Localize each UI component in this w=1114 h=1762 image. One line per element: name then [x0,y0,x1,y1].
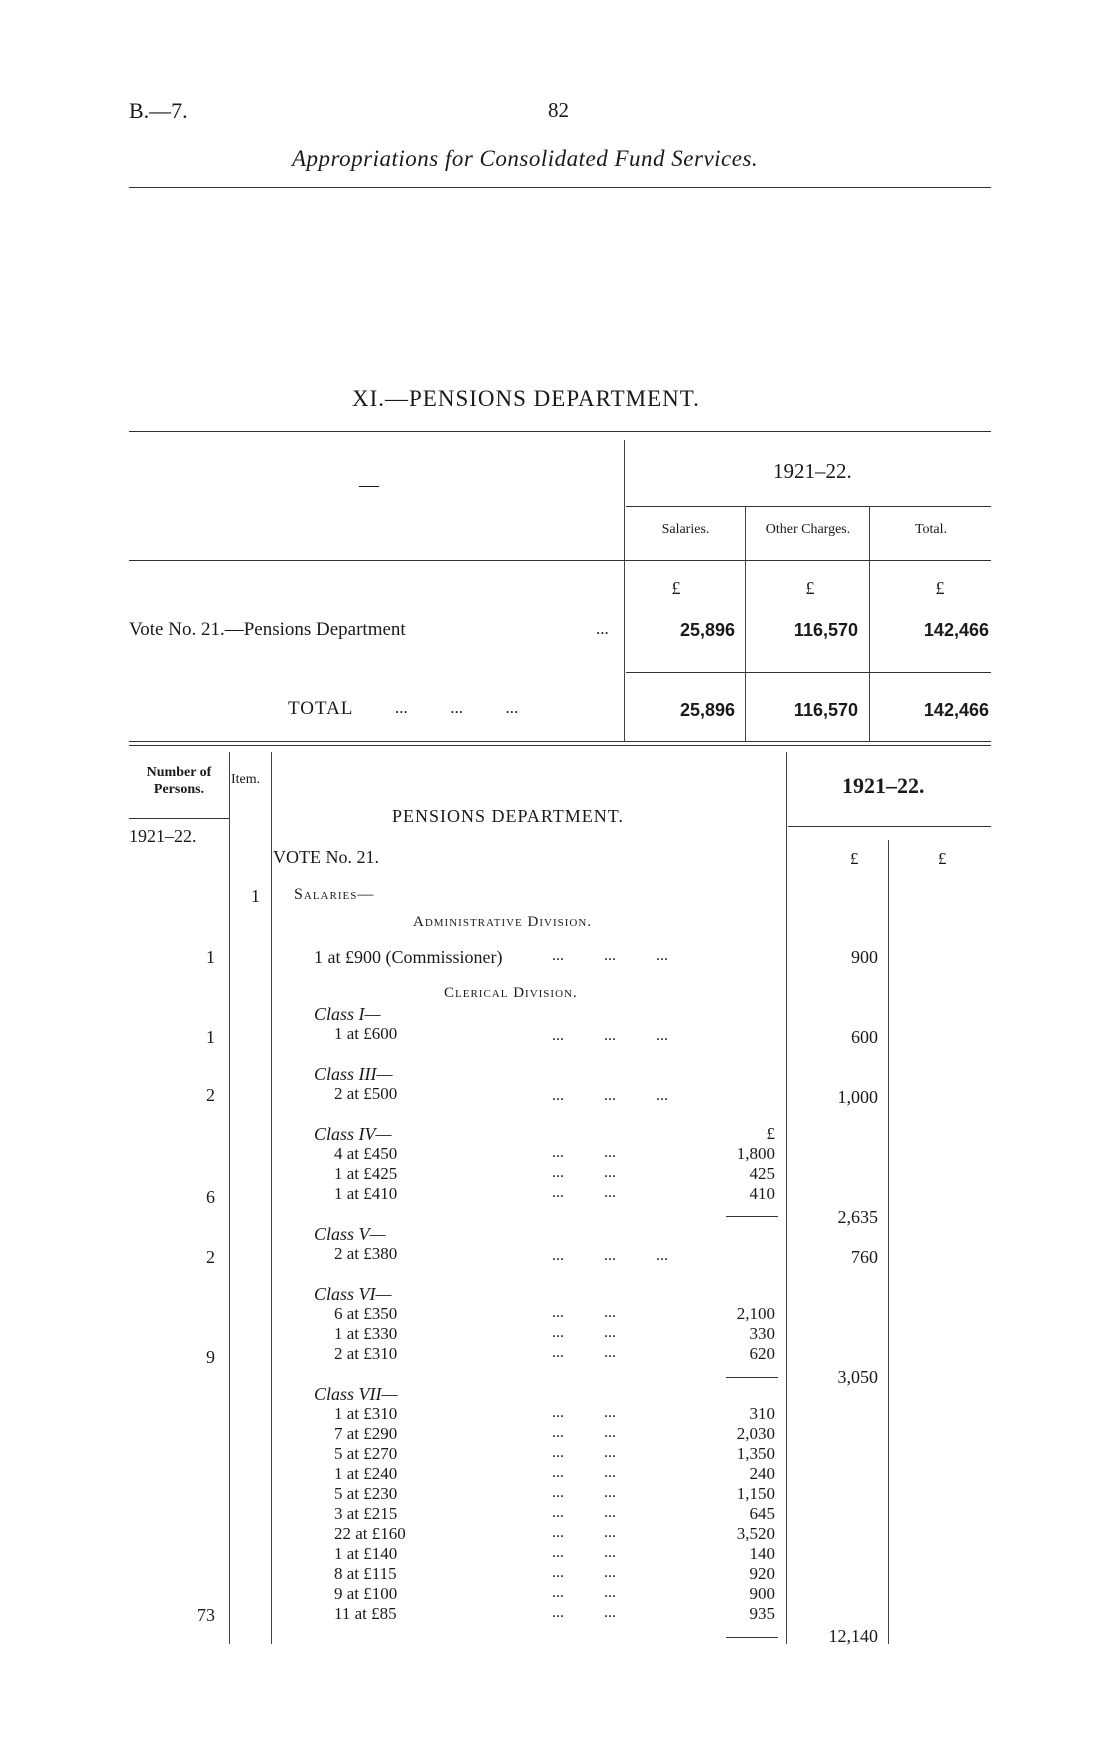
class5-persons: 2 [206,1247,215,1267]
admin-dots: ... ... ... [552,947,668,964]
class6-amount: 2,100 [736,1304,775,1323]
vote-label: Vote No. 21.—Pensions Department [129,619,406,640]
col-total: Total. [914,522,948,537]
class4-dots: ... ... [552,1164,616,1181]
page-ref: B.—7. [129,98,188,123]
pound-col2: £ [938,849,947,868]
class7-dots: ... ... [552,1584,616,1601]
class7-amount: 3,520 [736,1524,775,1543]
class7-line: 1 at £140 [334,1544,398,1563]
currency-total: £ [935,578,945,598]
class4-dots: ... ... [552,1184,616,1201]
class6-dots: ... ... [552,1304,616,1321]
class7-line: 1 at £310 [334,1404,398,1423]
class6-persons: 9 [206,1347,215,1367]
class7-line: 7 at £290 [334,1424,398,1443]
persons-year: 1921–22. [129,826,197,846]
class4-amount: 410 [749,1184,775,1203]
vote-salaries: 25,896 [679,620,735,640]
class1-dots: ... ... ... [552,1027,668,1044]
class7-dots: ... ... [552,1404,616,1421]
class7-amount: 645 [749,1504,775,1523]
col-item: Item. [231,772,261,787]
class5-line: 2 at £380 [334,1244,398,1263]
class7-line: 3 at £215 [334,1504,398,1523]
pound-col1: £ [850,849,859,868]
col-persons: Number of Persons. [146,765,212,797]
class5-total: 760 [851,1247,878,1267]
class6-line: 2 at £310 [334,1344,398,1363]
class6-amount: 330 [749,1324,775,1343]
class6-dots: ... ... [552,1344,616,1361]
class7-dots: ... ... [552,1524,616,1541]
class5-label: Class V— [314,1224,386,1244]
class7-line: 9 at £100 [334,1584,398,1603]
class7-amount: 2,030 [736,1424,775,1443]
class7-amount: 935 [749,1604,775,1623]
admin-persons: 1 [206,947,215,967]
class7-amount: 920 [749,1564,775,1583]
vote-other: 116,570 [793,620,858,640]
class7-total: 12,140 [828,1626,878,1646]
section-title: XI.—PENSIONS DEPARTMENT. [352,386,700,411]
class1-total: 600 [851,1027,878,1047]
col-salaries: Salaries. [661,522,710,537]
class7-line: 22 at £160 [334,1524,406,1543]
summary-year: 1921–22. [773,459,852,483]
total-label: TOTAL [288,698,354,719]
class7-dots: ... ... [552,1604,616,1621]
item-number: 1 [251,886,260,906]
class4-amount: 425 [749,1164,775,1183]
class7-line: 11 at £85 [334,1604,397,1623]
col-other-charges: Other Charges. [765,522,851,537]
class7-amount: 310 [749,1404,775,1423]
class4-label: Class IV— [314,1124,392,1144]
class6-line: 6 at £350 [334,1304,398,1323]
vote-number: VOTE No. 21. [273,847,379,867]
admin-total: 900 [851,947,878,967]
page-title: Appropriations for Consolidated Fund Services. [292,146,759,171]
dept-title: PENSIONS DEPARTMENT. [392,806,624,826]
class7-dots: ... ... [552,1544,616,1561]
class7-line: 8 at £115 [334,1564,397,1583]
class6-dots: ... ... [552,1324,616,1341]
class6-label: Class VI— [314,1284,392,1304]
class3-dots: ... ... ... [552,1087,668,1104]
class7-amount: 900 [749,1584,775,1603]
class7-amount: 1,350 [736,1444,775,1463]
total-dots: ... ... ... [395,698,519,717]
administrative-division: Administrative Division. [413,914,593,930]
class1-persons: 1 [206,1027,215,1047]
page-number: 82 [548,98,569,122]
detail-year: 1921–22. [842,773,925,798]
class4-line: 1 at £425 [334,1164,398,1183]
class4-amount: 1,800 [736,1144,775,1163]
class3-total: 1,000 [837,1087,878,1107]
class5-dots: ... ... ... [552,1247,668,1264]
class4-line: 1 at £410 [334,1184,398,1203]
class7-dots: ... ... [552,1504,616,1521]
class7-dots: ... ... [552,1484,616,1501]
class7-amount: 1,150 [736,1484,775,1503]
class7-dots: ... ... [552,1464,616,1481]
class4-line: 4 at £450 [334,1144,398,1163]
class7-dots: ... ... [552,1424,616,1441]
class6-amount: 620 [749,1344,775,1363]
class7-dots: ... ... [552,1564,616,1581]
vote-dots: ... [596,619,609,638]
class7-persons: 73 [197,1605,215,1625]
class7-dots: ... ... [552,1444,616,1461]
currency-other: £ [805,578,815,598]
class4-total: 2,635 [837,1207,878,1227]
class1-label: Class I— [314,1004,381,1024]
class6-line: 1 at £330 [334,1324,398,1343]
class3-label: Class III— [314,1064,393,1084]
class6-total: 3,050 [837,1367,878,1387]
clerical-division: Clerical Division. [444,985,578,1001]
class3-line: 2 at £500 [334,1084,398,1103]
header-rule [129,187,991,188]
class4-pound: £ [766,1124,775,1143]
class7-label: Class VII— [314,1384,398,1404]
dash-mark: — [359,474,379,496]
vote-total: 142,466 [923,620,989,640]
class1-line: 1 at £600 [334,1024,398,1043]
class7-line: 5 at £230 [334,1484,398,1503]
class3-persons: 2 [206,1085,215,1105]
class4-dots: ... ... [552,1144,616,1161]
total-other: 116,570 [793,700,858,720]
currency-salaries: £ [671,578,681,598]
salaries-heading: Salaries— [294,886,375,903]
total-salaries: 25,896 [679,700,735,720]
total-total: 142,466 [923,700,989,720]
class7-amount: 240 [749,1464,775,1483]
admin-line: 1 at £900 (Commissioner) [314,947,503,967]
class7-line: 1 at £240 [334,1464,398,1483]
class7-line: 5 at £270 [334,1444,398,1463]
class7-amount: 140 [749,1544,775,1563]
class4-persons: 6 [206,1187,215,1207]
